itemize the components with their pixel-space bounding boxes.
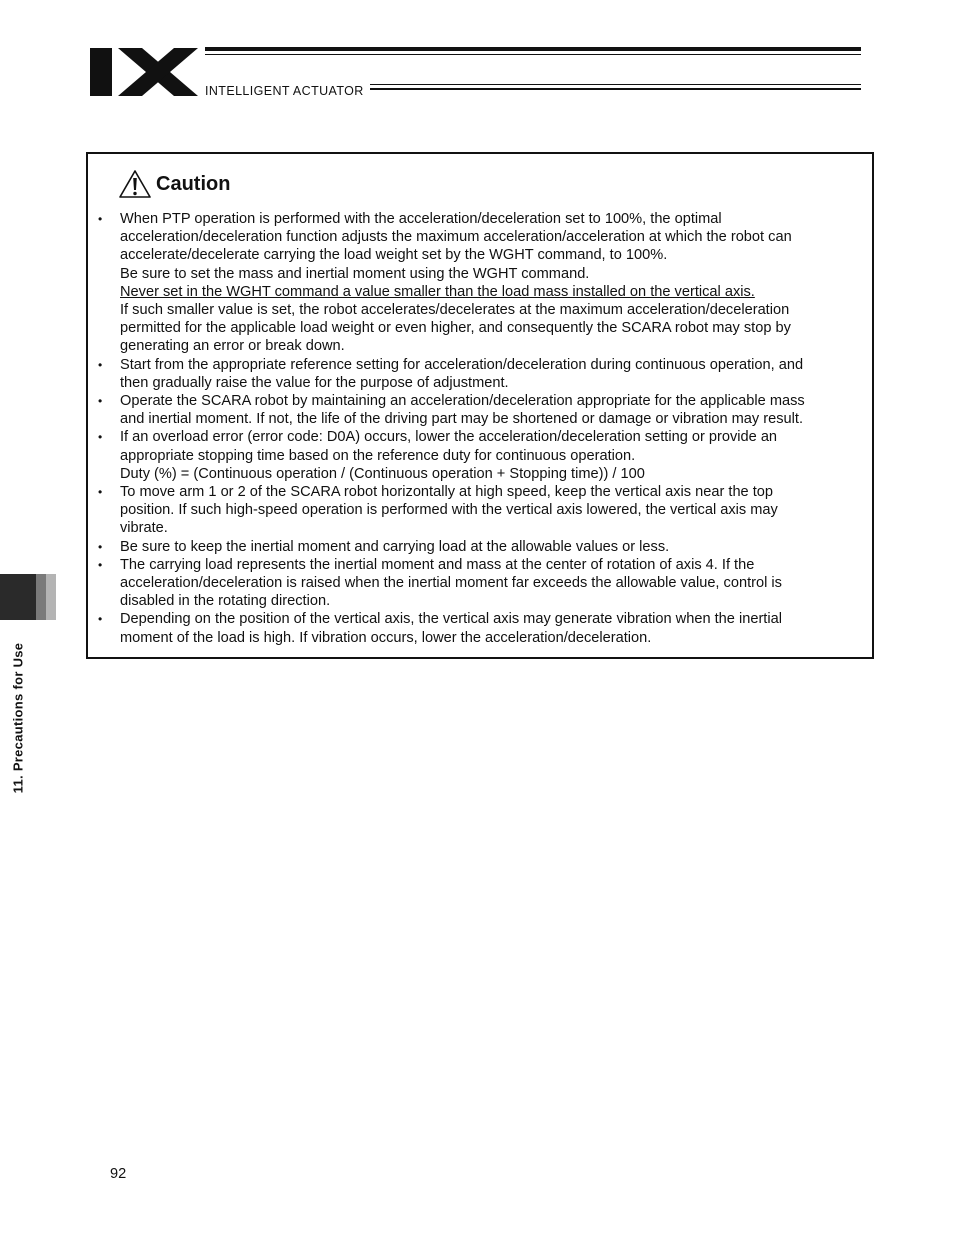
- caution-item-line: If an overload error (error code: D0A) occurs, lower the acceleration/deceleration setting or provide an: [120, 429, 778, 446]
- caution-item: [96, 538, 866, 556]
- page-number: 92: [110, 1166, 127, 1182]
- chapter-tab-dark: [0, 574, 36, 620]
- bullet-icon: •: [98, 430, 103, 445]
- caution-item-line: Be sure to keep the inertial moment and carrying load at the allowable values or less.: [120, 538, 670, 555]
- caution-item-line: When PTP operation is performed with the acceleration/deceleration set to 100%, the optimal: [120, 211, 722, 227]
- caution-item-line: If such smaller value is set, the robot accelerates/decelerates at the maximum acceleration/deceleration: [120, 302, 790, 319]
- caution-item-line: acceleration/deceleration function adjusts the maximum acceleration/acceleration at which the robot can: [120, 229, 792, 246]
- caution-item: [96, 483, 866, 538]
- bullet-icon: •: [98, 357, 103, 372]
- header-rule-top-2: [205, 54, 861, 55]
- caution-box: [86, 152, 874, 659]
- caution-item: [96, 392, 866, 428]
- caution-item-line: position. If such high-speed operation is performed with the vertical axis lowered, the vertical axis may: [120, 502, 778, 519]
- caution-item-line: disabled in the rotating direction.: [120, 593, 331, 610]
- caution-item: [96, 428, 866, 483]
- caution-item-line: generating an error or break down.: [120, 338, 345, 355]
- caution-item-line: acceleration/deceleration is raised when the inertial moment far exceeds the allowable value, control is: [120, 575, 782, 592]
- caution-item-line: permitted for the applicable load weight or even higher, and consequently the SCARA robot may stop by: [120, 320, 791, 337]
- bullet-icon: •: [98, 612, 103, 627]
- caution-item-line: Never set in the WGHT command a value smaller than the load mass installed on the vertical axis.: [120, 283, 755, 300]
- caution-item-line: Duty (%) = (Continuous operation / (Continuous operation + Stopping time)) / 100: [120, 465, 645, 482]
- bullet-icon: •: [98, 485, 103, 500]
- ix-logo: [90, 46, 200, 98]
- caution-item-line: appropriate stopping time based on the reference duty for continuous operation.: [120, 447, 636, 464]
- chapter-tab-light: [46, 574, 56, 620]
- caution-item-line: The carrying load represents the inertial moment and mass at the center of rotation of axis 4. If the: [120, 556, 755, 573]
- bullet-icon: •: [98, 539, 103, 554]
- bullet-icon: •: [98, 557, 103, 572]
- caution-item-line: Depending on the position of the vertical axis, the vertical axis may generate vibration when the inertial: [120, 611, 782, 628]
- header-rule-top-1: [205, 47, 861, 51]
- header-rule-bottom-1: [370, 84, 861, 85]
- logo-text: INTELLIGENT ACTUATOR: [205, 84, 364, 98]
- bullet-icon: •: [98, 394, 103, 409]
- warning-triangle-icon: [118, 169, 152, 199]
- caution-item: [96, 610, 866, 646]
- bullet-icon: •: [98, 212, 103, 226]
- caution-list: [96, 210, 866, 647]
- caution-item: [96, 556, 866, 611]
- caution-item-line: To move arm 1 or 2 of the SCARA robot horizontally at high speed, keep the vertical axis near the top: [120, 484, 774, 501]
- caution-item-line: Be sure to set the mass and inertial moment using the WGHT command.: [120, 265, 590, 282]
- caution-item-line: Start from the appropriate reference setting for acceleration/deceleration during continuous operation, and: [120, 356, 804, 373]
- caution-title: Caution: [156, 172, 231, 195]
- header-rule-bottom-2: [370, 88, 861, 90]
- caution-item-line: moment of the load is high. If vibration occurs, lower the acceleration/deceleration.: [120, 629, 652, 646]
- caution-item: [96, 356, 866, 392]
- caution-item: [96, 210, 866, 356]
- caution-item-line: then gradually raise the value for the purpose of adjustment.: [120, 374, 509, 391]
- caution-item-line: vibrate.: [120, 520, 168, 537]
- caution-item-line: accelerate/decelerate carrying the load weight set by the WGHT command, to 100%.: [120, 247, 668, 264]
- caution-item-line: Operate the SCARA robot by maintaining an acceleration/deceleration appropriate for the applicable mass: [120, 393, 805, 410]
- caution-item-line: and inertial moment. If not, the life of the driving part may be shortened or damage or vibration may result.: [120, 411, 804, 428]
- chapter-tab-mid: [36, 574, 46, 620]
- caution-heading: [118, 168, 230, 200]
- chapter-label: 11. Precautions for Use: [10, 642, 26, 794]
